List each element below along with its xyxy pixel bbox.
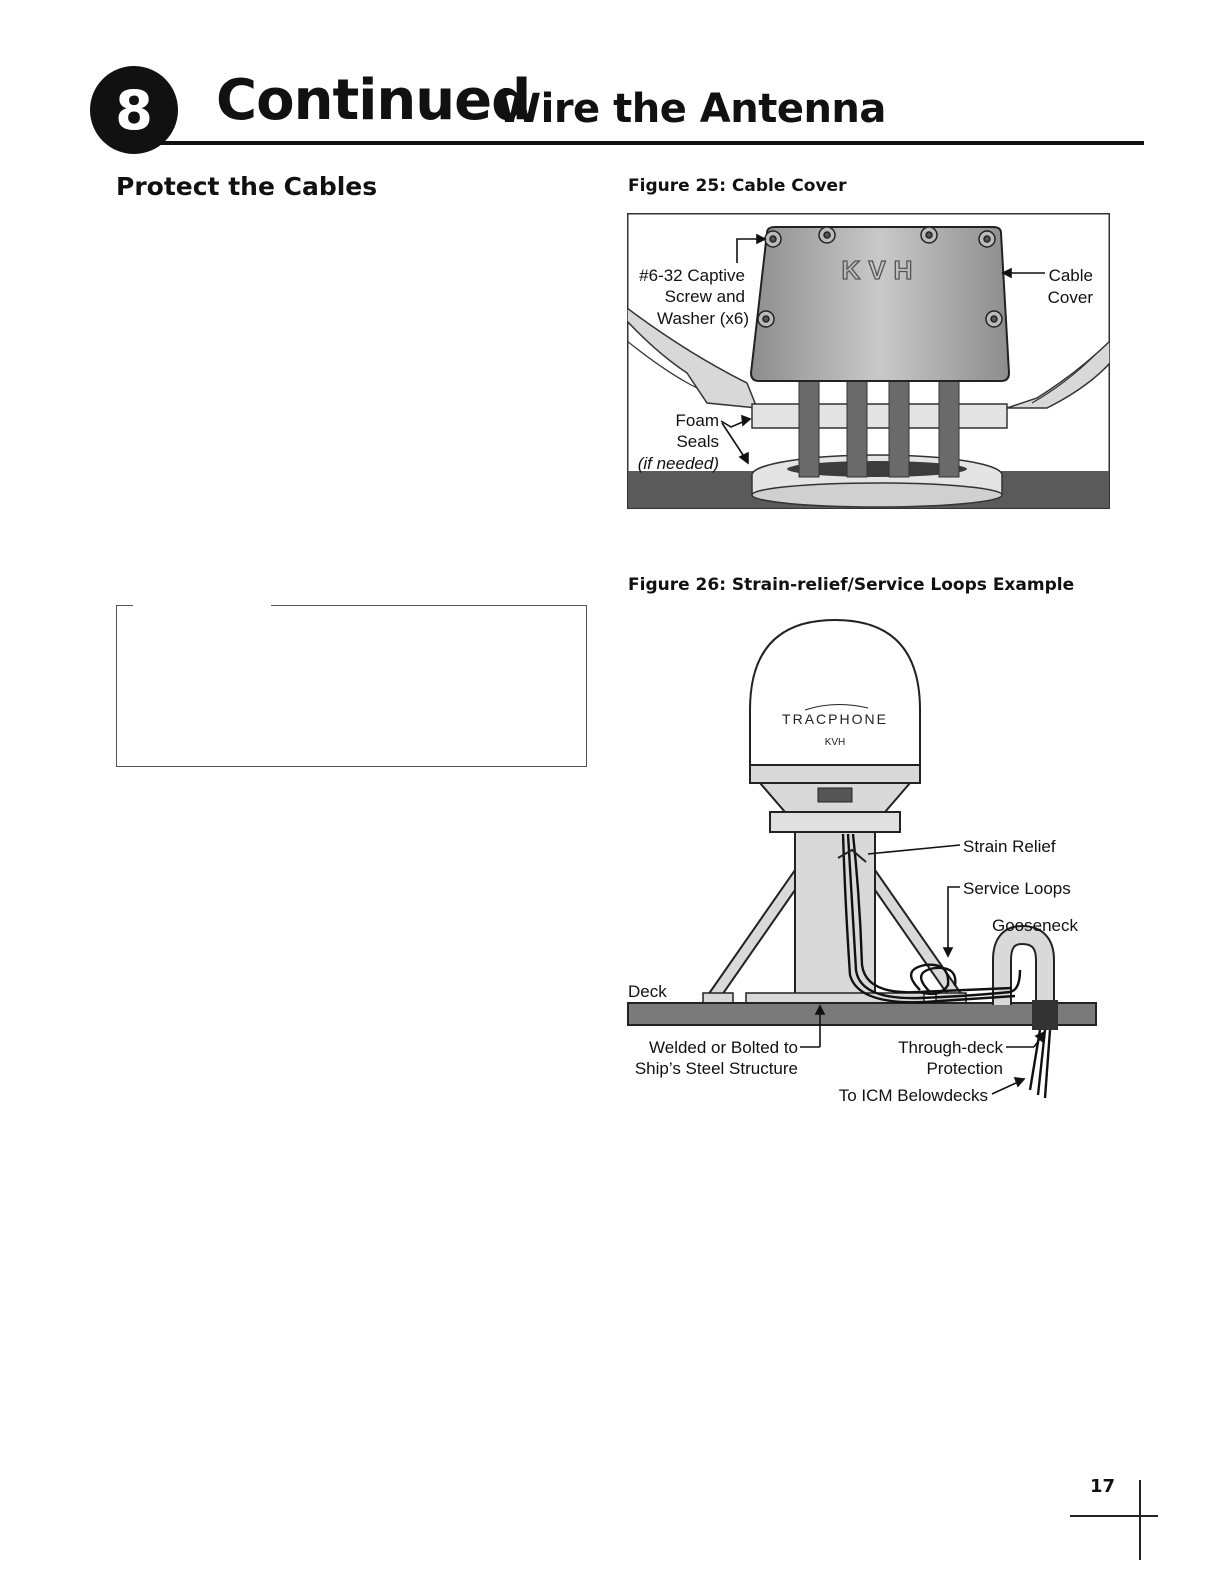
- radome-base: [750, 765, 920, 783]
- through-deck-label-line2: Protection: [926, 1059, 1003, 1078]
- screw-label-line1: #6-32 Captive: [639, 266, 745, 285]
- through-deck-label-line1: Through-deck: [898, 1038, 1003, 1057]
- deck: [628, 1003, 1096, 1025]
- cover-label-line2: Cover: [1047, 288, 1093, 307]
- kvh-logo-text: KVH: [841, 255, 921, 285]
- figure-26-strain-relief-illustration: [620, 600, 1120, 1115]
- screw-label-line2: Screw and: [664, 287, 745, 306]
- subsection-title: Protect the Cables: [116, 172, 378, 201]
- deck-label: Deck: [628, 982, 667, 1001]
- note-box-title-gap: [133, 600, 271, 610]
- gooseneck-label: Gooseneck: [992, 916, 1078, 935]
- footer-rule-horizontal: [1070, 1515, 1158, 1517]
- welded-label-line2: Ship’s Steel Structure: [634, 1059, 798, 1078]
- cover-label-line1: Cable: [1048, 266, 1093, 285]
- footer-rule-vertical: [1139, 1480, 1141, 1560]
- page-number: 17: [1090, 1476, 1116, 1497]
- note-box: [116, 605, 587, 767]
- strain-relief-label: Strain Relief: [963, 837, 1056, 856]
- figure-26-caption: Figure 26: Strain-relief/Service Loops Example: [628, 575, 1075, 595]
- to-icm-label: To ICM Belowdecks: [838, 1086, 988, 1105]
- foam-label-line2: Seals: [676, 432, 719, 451]
- service-loops-label: Service Loops: [963, 879, 1071, 898]
- cable-cover: [751, 227, 1009, 381]
- section-title: Wire the Antenna: [497, 86, 886, 132]
- figure-25-cable-cover-illustration: [627, 213, 1110, 509]
- cable: [799, 373, 819, 477]
- foam-label-line1: Foam: [675, 411, 719, 430]
- step-number: 8: [115, 78, 153, 142]
- figure-25-caption: Figure 25: Cable Cover: [628, 176, 847, 196]
- upper-foam-seal: [752, 404, 1007, 428]
- cable: [939, 373, 959, 477]
- header-rule: [158, 141, 1144, 145]
- radome-logo: KVH: [824, 737, 846, 748]
- mast-column: [795, 832, 875, 1002]
- continued-heading: Continued: [216, 68, 531, 133]
- through-deck-fitting: [1032, 1000, 1058, 1030]
- gooseneck: [1002, 935, 1045, 1005]
- radome-brand: TRACPHONE: [782, 711, 888, 727]
- welded-label-line1: Welded or Bolted to: [649, 1038, 798, 1057]
- mast-plate: [770, 812, 900, 832]
- cable: [847, 373, 867, 477]
- screw-label-line3: Washer (x6): [657, 309, 749, 328]
- cable: [889, 373, 909, 477]
- foam-label-line3: (if needed): [637, 454, 719, 473]
